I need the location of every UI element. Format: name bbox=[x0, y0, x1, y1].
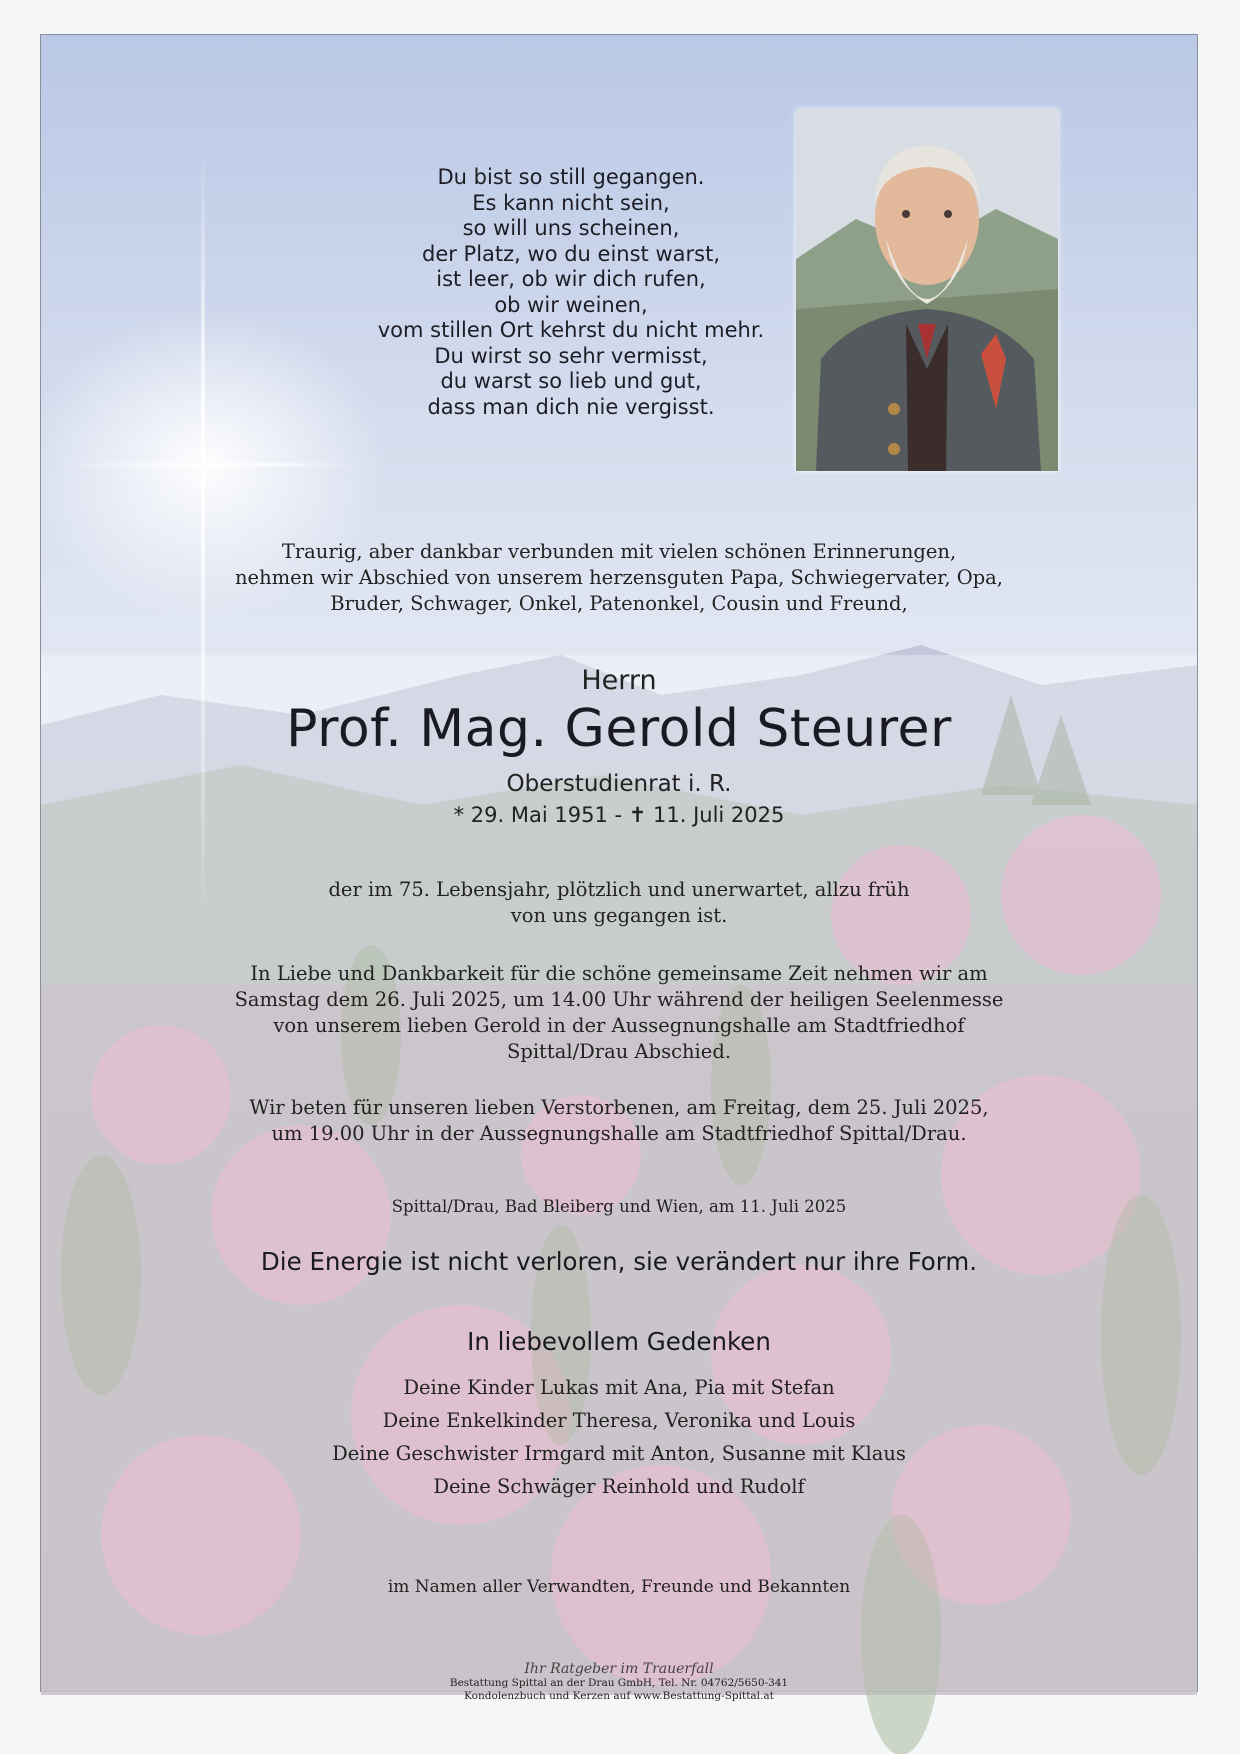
footer-company: Bestattung Spittal an der Drau GmbH, Tel. Nr. 04762/5650-341 bbox=[449, 1677, 789, 1689]
mourner-line: Deine Enkelkinder Theresa, Veronika und Louis bbox=[382, 1409, 856, 1432]
passing-line: der im 75. Lebensjahr, plötzlich und unerwartet, allzu früh bbox=[328, 878, 910, 901]
farewell-line: Samstag dem 26. Juli 2025, um 14.00 Uhr während der heiligen Seelenmesse bbox=[234, 988, 1004, 1011]
poem-line: du warst so lieb und gut, bbox=[440, 369, 702, 393]
place-date: Spittal/Drau, Bad Bleiberg und Wien, am 11. Juli 2025 bbox=[391, 1197, 847, 1216]
poem-line: vom stillen Ort kehrst du nicht mehr. bbox=[377, 318, 765, 342]
memory-heading: In liebevollem Gedenken bbox=[467, 1327, 771, 1356]
poem-line: Du bist so still gegangen. bbox=[437, 165, 705, 189]
intro-line: Bruder, Schwager, Onkel, Patenonkel, Cousin und Freund, bbox=[330, 592, 908, 615]
footer-tagline: Ihr Ratgeber im Trauerfall bbox=[524, 1661, 714, 1677]
motto: Die Energie ist nicht verloren, sie verändert nur ihre Form. bbox=[260, 1247, 978, 1276]
mourner-line: Deine Geschwister Irmgard mit Anton, Susanne mit Klaus bbox=[332, 1442, 906, 1465]
poem-line: Es kann nicht sein, bbox=[472, 190, 670, 215]
poem-line: so will uns scheinen, bbox=[462, 216, 680, 240]
mourners-list bbox=[81, 1371, 1157, 1503]
obituary-card bbox=[40, 34, 1198, 1702]
mourner-line: Deine Schwäger Reinhold und Rudolf bbox=[433, 1475, 805, 1498]
farewell-text bbox=[81, 961, 1157, 1065]
portrait-photo bbox=[796, 109, 1058, 471]
funeral-home-footer bbox=[81, 1661, 1157, 1703]
on-behalf-line: im Namen aller Verwandten, Freunde und Bekannten bbox=[387, 1577, 851, 1597]
sun-ray bbox=[61, 463, 361, 467]
salutation: Herrn bbox=[581, 665, 657, 696]
farewell-line: von unserem lieben Gerold in der Aussegnungshalle am Stadtfriedhof bbox=[273, 1014, 965, 1037]
passing-text bbox=[81, 877, 1157, 929]
farewell-line: In Liebe und Dankbarkeit für die schöne gemeinsame Zeit nehmen wir am bbox=[250, 962, 988, 985]
life-dates: * 29. Mai 1951 - ✝ 11. Juli 2025 bbox=[453, 803, 785, 827]
poem-line: ob wir weinen, bbox=[494, 292, 648, 317]
prayer-line: Wir beten für unseren lieben Verstorbenen, am Freitag, dem 25. Juli 2025, bbox=[249, 1096, 989, 1119]
deceased-name: Prof. Mag. Gerold Steurer bbox=[286, 699, 952, 759]
poem-line: dass man dich nie vergisst. bbox=[427, 394, 715, 419]
intro-line: Traurig, aber dankbar verbunden mit vielen schönen Erinnerungen, bbox=[281, 540, 957, 563]
farewell-line: Spittal/Drau Abschied. bbox=[506, 1040, 732, 1063]
deceased-title: Oberstudienrat i. R. bbox=[506, 771, 732, 797]
poem-line: ist leer, ob wir dich rufen, bbox=[436, 267, 706, 291]
prayer-line: um 19.00 Uhr in der Aussegnungshalle am Stadtfriedhof Spittal/Drau. bbox=[271, 1122, 967, 1145]
footer-condolence: Kondolenzbuch und Kerzen auf www.Bestattung-Spittal.at bbox=[464, 1690, 774, 1702]
intro-text bbox=[81, 539, 1157, 617]
mourner-line: Deine Kinder Lukas mit Ana, Pia mit Stefan bbox=[403, 1376, 835, 1399]
poem-line: der Platz, wo du einst warst, bbox=[422, 241, 720, 266]
passing-line: von uns gegangen ist. bbox=[510, 904, 728, 927]
prayer-text bbox=[81, 1095, 1157, 1147]
poem-line: Du wirst so sehr vermisst, bbox=[434, 343, 708, 368]
intro-line: nehmen wir Abschied von unserem herzensguten Papa, Schwiegervater, Opa, bbox=[234, 566, 1004, 589]
poem bbox=[291, 165, 851, 420]
